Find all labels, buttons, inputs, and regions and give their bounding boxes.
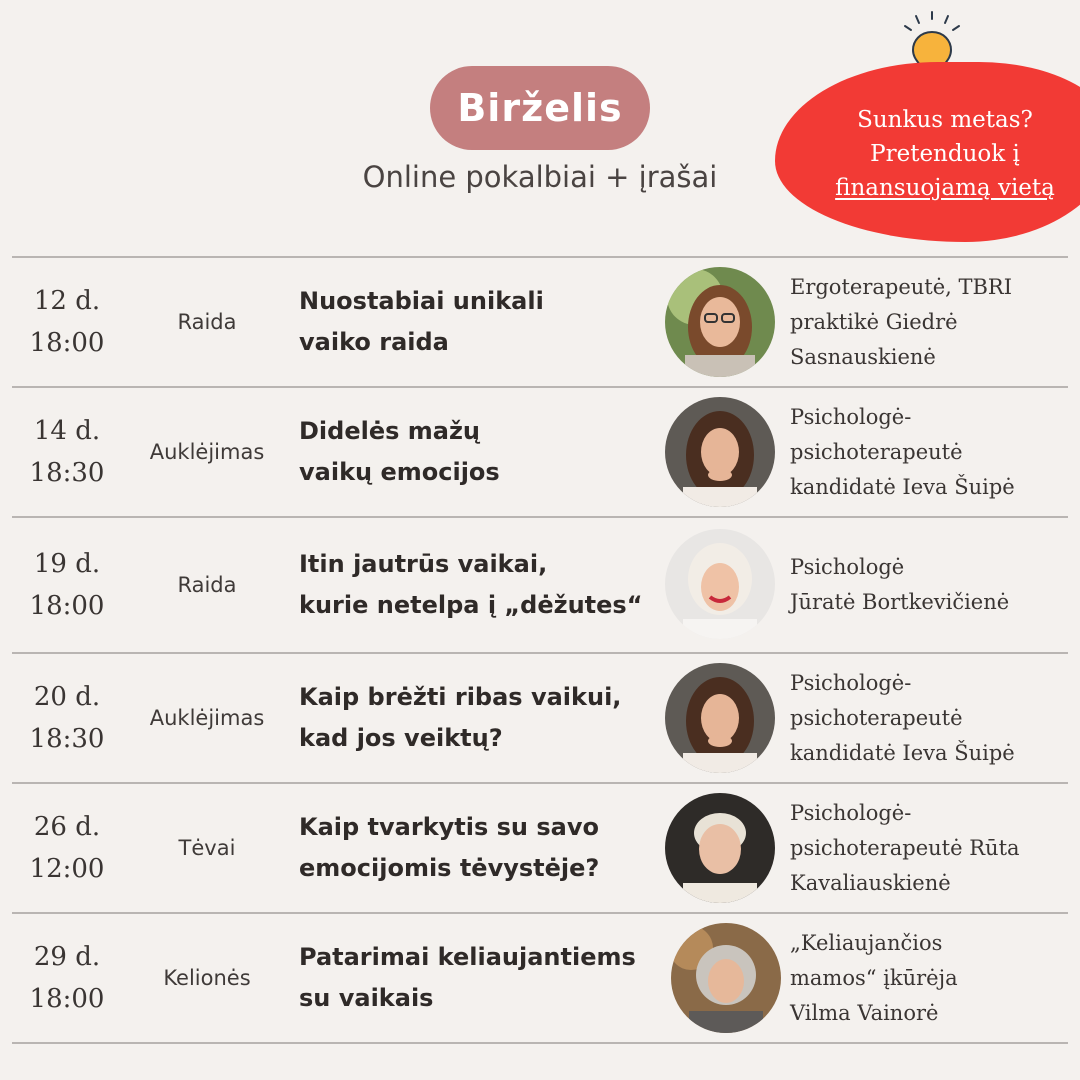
speaker-avatar <box>671 923 781 1033</box>
event-date: 19 d. <box>33 549 101 579</box>
speaker-line: psichoterapeutė <box>790 705 963 730</box>
event-title-line: kurie netelpa į „dėžutes“ <box>299 591 643 619</box>
speaker-line: Kavaliauskienė <box>790 870 951 895</box>
promo-callout <box>800 103 1080 205</box>
event-date: 14 d. <box>33 416 101 446</box>
event-title-line: su vaikais <box>299 984 434 1012</box>
speaker-info <box>790 258 1070 386</box>
speaker-line: mamos“ įkūrėja <box>790 965 958 990</box>
event-title-line: Nuostabiai unikali <box>299 287 544 315</box>
event-category: Auklėjimas <box>149 440 265 464</box>
speaker-info <box>790 518 1070 652</box>
event-time: 18:00 <box>29 984 105 1014</box>
event-datetime <box>12 258 122 386</box>
speaker-line: Jūratė Bortkevičienė <box>790 590 1010 614</box>
event-title <box>299 914 669 1042</box>
event-date: 12 d. <box>33 286 101 316</box>
page-subtitle: Online pokalbiai + įrašai <box>362 160 718 194</box>
event-title-line: Kaip tvarkytis su savo <box>299 813 599 841</box>
speaker-line: kandidatė Ieva Šuipė <box>790 474 1015 499</box>
speaker-avatar <box>665 663 775 773</box>
event-title <box>299 654 669 782</box>
event-date: 26 d. <box>33 812 101 842</box>
speaker-line: „Keliaujančios <box>790 930 943 955</box>
promo-line-2: Pretenduok į <box>870 141 1020 167</box>
speaker-line: Psichologė <box>790 555 905 579</box>
speaker-avatar <box>665 267 775 377</box>
event-datetime <box>12 654 122 782</box>
speaker-avatar <box>665 793 775 903</box>
promo-line-1: Sunkus metas? <box>857 107 1033 133</box>
month-title: Birželis <box>457 86 623 130</box>
event-title-line: emocijomis tėvystėje? <box>299 854 600 882</box>
speaker-avatar <box>665 529 775 639</box>
event-time: 12:00 <box>29 854 105 884</box>
event-title-line: Itin jautrūs vaikai, <box>299 550 548 578</box>
speaker-line: Vilma Vainorė <box>790 1000 939 1025</box>
speaker-line: psichoterapeutė <box>790 439 963 464</box>
event-schedule <box>12 256 1068 1044</box>
event-title-line: vaikų emocijos <box>299 458 500 486</box>
table-row <box>12 388 1068 518</box>
event-title-line: kad jos veiktų? <box>299 724 503 752</box>
event-datetime <box>12 784 122 912</box>
event-title <box>299 388 669 516</box>
event-category: Raida <box>177 310 237 334</box>
event-title-line: Kaip brėžti ribas vaikui, <box>299 683 622 711</box>
speaker-line: praktikė Giedrė <box>790 309 958 334</box>
speaker-info <box>790 388 1070 516</box>
event-time: 18:30 <box>29 458 105 488</box>
event-category: Raida <box>177 573 237 597</box>
event-datetime <box>12 388 122 516</box>
speaker-line: Psichologė- <box>790 404 912 429</box>
speaker-line: Ergoterapeutė, TBRI <box>790 274 1013 299</box>
event-category: Auklėjimas <box>149 706 265 730</box>
speaker-avatar <box>665 397 775 507</box>
event-title <box>299 518 669 652</box>
event-time: 18:00 <box>29 328 105 358</box>
funded-place-link[interactable]: finansuojamą vietą <box>835 175 1055 201</box>
month-badge <box>430 66 650 150</box>
table-row <box>12 518 1068 654</box>
table-row <box>12 256 1068 388</box>
event-title-line: Didelės mažų <box>299 417 481 445</box>
event-category: Kelionės <box>163 966 251 990</box>
table-row <box>12 914 1068 1044</box>
table-row <box>12 784 1068 914</box>
speaker-info <box>790 784 1070 912</box>
event-datetime <box>12 518 122 652</box>
event-date: 20 d. <box>33 682 101 712</box>
speaker-line: Sasnauskienė <box>790 344 936 369</box>
event-category: Tėvai <box>178 836 236 860</box>
speaker-line: kandidatė Ieva Šuipė <box>790 740 1015 765</box>
table-row <box>12 654 1068 784</box>
event-date: 29 d. <box>33 942 101 972</box>
event-time: 18:30 <box>29 724 105 754</box>
event-title <box>299 258 669 386</box>
event-datetime <box>12 914 122 1042</box>
speaker-line: Psichologė- <box>790 670 912 695</box>
speaker-info <box>790 914 1070 1042</box>
event-title-line: vaiko raida <box>299 328 449 356</box>
speaker-info <box>790 654 1070 782</box>
speaker-line: psichoterapeutė Rūta <box>790 835 1020 860</box>
event-title <box>299 784 669 912</box>
event-title-line: Patarimai keliaujantiems <box>299 943 636 971</box>
event-time: 18:00 <box>29 591 105 621</box>
speaker-line: Psichologė- <box>790 800 912 825</box>
